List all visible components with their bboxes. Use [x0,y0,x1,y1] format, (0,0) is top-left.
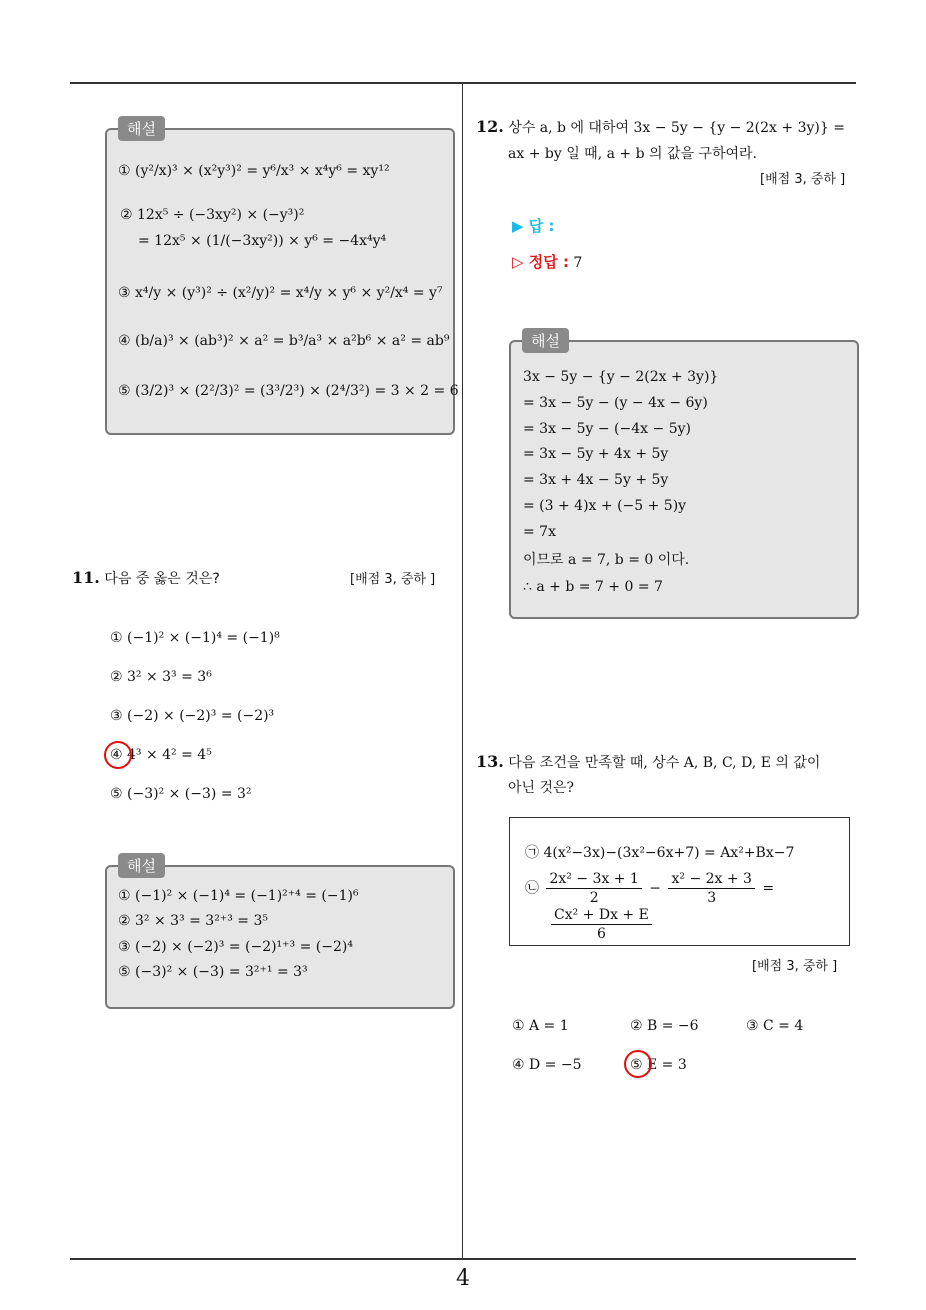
q11-choice-3[interactable]: ③ (−2) × (−2)³ = (−2)³ [110,708,275,724]
q11-score: [배점 3, 중하 ] [350,572,436,587]
q12-sol-line-4: = 3x − 5y + 4x + 5y [523,446,669,462]
q12-score: [배점 3, 중하 ] [760,172,846,187]
solution-tag-q10: 해설 [118,116,165,141]
q13-choice-5[interactable]: ⑤ E = 3 [630,1057,687,1073]
q11-sol-line-3: ③ (−2) × (−2)³ = (−2)¹⁺³ = (−2)⁴ [118,939,353,955]
q11-choice-5[interactable]: ⑤ (−3)² × (−3) = 3² [110,786,252,802]
column-divider [462,83,463,1259]
q12-sol-line-7: = 7x [523,524,556,540]
page-number: 4 [456,1266,470,1291]
q11-choice-1[interactable]: ① (−1)² × (−1)⁴ = (−1)⁸ [110,630,280,646]
q13-fraction-2 [668,870,754,907]
sol1-line-1: ① (y²/x)³ × (x²y³)² = y⁶/x³ × x⁴y⁶ = xy¹² [118,163,390,179]
q13-fraction-1 [546,870,641,907]
q13-condition-2-rhs [548,906,655,943]
bottom-rule [70,1258,856,1260]
q11-sol-line-4: ⑤ (−3)² × (−3) = 3²⁺¹ = 3³ [118,964,308,980]
q11-answer-mark [104,741,132,769]
q12-text-1: 상수 a, b 에 대하여 3x − 5y − {y − 2(2x + 3y)} = [508,120,845,136]
q13-choice-4[interactable]: ④ D = −5 [512,1057,582,1073]
q11-number: 11. [72,568,100,587]
q11-sol-line-2: ② 3² × 3³ = 3²⁺³ = 3⁵ [118,913,268,929]
q13-frac3-num: Cx² + Dx + E [551,906,652,925]
q12-correct-label: ▷ 정답 : [512,253,569,271]
sol1-line-5: ④ (b/a)³ × (ab³)² × a² = b³/a³ × a²b⁶ × a² = ab⁹ [118,333,450,349]
q13-choice-3[interactable]: ③ C = 4 [746,1018,804,1034]
q13-frac1-num: 2x² − 3x + 1 [546,870,641,889]
q12-correct-value: 7 [573,255,583,271]
q12-correct-row [512,253,582,272]
q12-number: 12. [476,117,504,136]
q13-line-2: 아닌 것은? [508,780,575,796]
q11-text: 다음 중 옳은 것은? [104,571,220,587]
q12-sol-line-6: = (3 + 4)x + (−5 + 5)y [523,498,687,514]
q13-choice-1[interactable]: ① A = 1 [512,1018,569,1034]
q13-condition-1: ㉠ 4(x²−3x)−(3x²−6x+7) = Ax²+Bx−7 [525,845,795,861]
q13-condition-2-label: ㉡ [525,880,539,897]
q11-sol-line-1: ① (−1)² × (−1)⁴ = (−1)²⁺⁴ = (−1)⁶ [118,888,359,904]
q13-number: 13. [476,752,504,771]
q13-frac3-den: 6 [596,926,606,942]
q12-line-2: ax + by 일 때, a + b 의 값을 구하여라. [508,146,758,162]
solution-tag-q12: 해설 [522,328,569,353]
sol1-line-6: ⑤ (3/2)³ × (2²/3)² = (3³/2³) × (2⁴/3²) = 3 × 2 = 6 [118,383,459,399]
q11-choice-2[interactable]: ② 3² × 3³ = 3⁶ [110,669,212,685]
q13-frac1-den: 2 [589,890,599,906]
q13-frac2-num: x² − 2x + 3 [668,870,754,889]
q13-fraction-3 [551,906,652,943]
q13-condition-2: ㉡ $\frac{\text{2x² − 3x + 1}}{2}$ − $\frac{\text{x² − 2x + 3}}{3}$ = [525,871,775,906]
q11-header [72,569,220,588]
top-rule [70,82,856,84]
q13-score: [배점 3, 중하 ] [752,959,838,974]
q12-sol-line-1: 3x − 5y − {y − 2(2x + 3y)} [523,369,719,385]
q12-sol-line-9: ∴ a + b = 7 + 0 = 7 [523,579,663,595]
q13-answer-mark [624,1050,652,1078]
q13-line-1 [476,753,820,772]
q12-sol-line-2: = 3x − 5y − (y − 4x − 6y) [523,395,708,411]
sol1-line-2: ② 12x⁵ ÷ (−3xy²) × (−y³)² [120,207,305,223]
solution-tag-q11: 해설 [118,853,165,878]
q13-choice-2[interactable]: ② B = −6 [630,1018,699,1034]
q12-answer-label: ▶ 답 : [512,217,555,235]
q12-sol-line-8: 이므로 a = 7, b = 0 이다. [523,552,690,568]
q12-sol-line-3: = 3x − 5y − (−4x − 5y) [523,421,691,437]
q12-line-1 [476,118,845,137]
sol1-line-4: ③ x⁴/y × (y³)² ÷ (x²/y)² = x⁴/y × y⁶ × y²/x⁴ = y⁷ [118,285,443,301]
q13-text-1: 다음 조건을 만족할 때, 상수 A, B, C, D, E 의 값이 [508,755,821,771]
q12-sol-line-5: = 3x + 4x − 5y + 5y [523,472,669,488]
q11-choice-4[interactable]: ④ 4³ × 4² = 4⁵ [110,747,212,763]
q13-frac2-den: 3 [707,890,717,906]
sol1-line-3: = 12x⁵ × (1/(−3xy²)) × y⁶ = −4x⁴y⁴ [138,233,387,249]
